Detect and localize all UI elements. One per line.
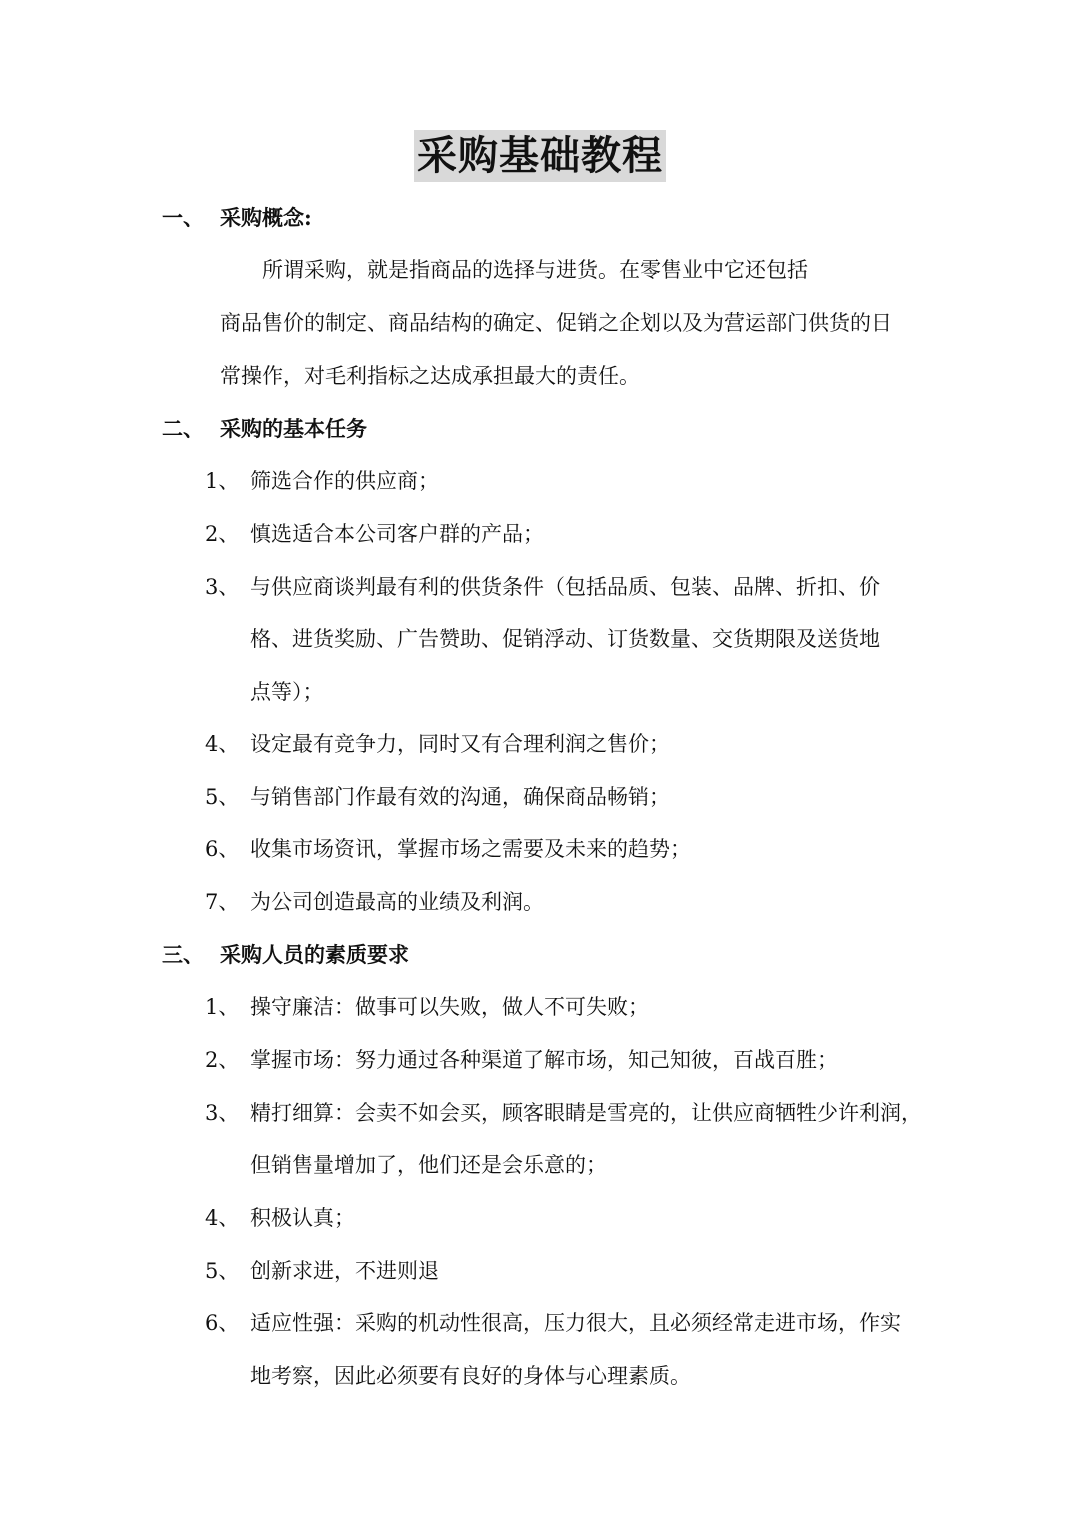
- title-container: [0, 130, 1080, 182]
- list-item-number: 2、: [205, 1048, 240, 1072]
- list-item-number: 4、: [205, 732, 240, 756]
- list-item-number: 2、: [205, 522, 240, 546]
- list-item-text: 积极认真；: [250, 1206, 355, 1230]
- paragraph-line: 所谓采购，就是指商品的选择与进货。在零售业中它还包括: [262, 258, 808, 282]
- list-item-number: 1、: [205, 995, 240, 1019]
- list-item-text: 但销售量增加了，他们还是会乐意的；: [250, 1153, 607, 1177]
- list-item-text: 慎选适合本公司客户群的产品；: [250, 522, 544, 546]
- list-item-number: 5、: [205, 1259, 240, 1283]
- list-item-text: 掌握市场：努力通过各种渠道了解市场，知己知彼，百战百胜；: [250, 1048, 838, 1072]
- list-item-text: 地考察，因此必须要有良好的身体与心理素质。: [250, 1364, 691, 1388]
- section-number: 一、: [162, 205, 204, 230]
- list-item-text: 收集市场资讯，掌握市场之需要及未来的趋势；: [250, 837, 691, 861]
- section-title: 采购概念:: [220, 205, 312, 230]
- list-item-number: 4、: [205, 1206, 240, 1230]
- list-item-text: 精打细算：会卖不如会买，顾客眼睛是雪亮的，让供应商牺牲少许利润，: [250, 1101, 922, 1125]
- list-item-number: 3、: [205, 575, 240, 599]
- section-number: 二、: [162, 416, 204, 441]
- list-item-number: 6、: [205, 837, 240, 861]
- list-item-text: 点等）；: [250, 680, 324, 704]
- list-item-text: 操守廉洁：做事可以失败，做人不可失败；: [250, 995, 649, 1019]
- list-item-text: 创新求进，不进则退: [250, 1259, 439, 1283]
- list-item-number: 1、: [205, 469, 240, 493]
- list-item-text: 适应性强：采购的机动性很高，压力很大，且必须经常走进市场，作实: [250, 1311, 901, 1335]
- paragraph-line: 常操作，对毛利指标之达成承担最大的责任。: [220, 364, 640, 388]
- list-item-text: 筛选合作的供应商；: [250, 469, 439, 493]
- list-item-text: 为公司创造最高的业绩及利润。: [250, 890, 544, 914]
- document-title: 采购基础教程: [414, 130, 666, 182]
- list-item-text: 与销售部门作最有效的沟通，确保商品畅销；: [250, 785, 670, 809]
- list-item-text: 与供应商谈判最有利的供货条件（包括品质、包装、品牌、折扣、价: [250, 575, 880, 599]
- list-item-number: 7、: [205, 890, 240, 914]
- section-number: 三、: [162, 942, 204, 967]
- list-item-text: 格、进货奖励、广告赞助、促销浮动、订货数量、交货期限及送货地: [250, 627, 880, 651]
- section-title: 采购人员的素质要求: [220, 942, 409, 967]
- list-item-text: 设定最有竞争力，同时又有合理利润之售价；: [250, 732, 670, 756]
- list-item-number: 6、: [205, 1311, 240, 1335]
- list-item-number: 3、: [205, 1101, 240, 1125]
- list-item-number: 5、: [205, 785, 240, 809]
- paragraph-line: 商品售价的制定、商品结构的确定、促销之企划以及为营运部门供货的日: [220, 311, 892, 335]
- section-title: 采购的基本任务: [220, 416, 367, 441]
